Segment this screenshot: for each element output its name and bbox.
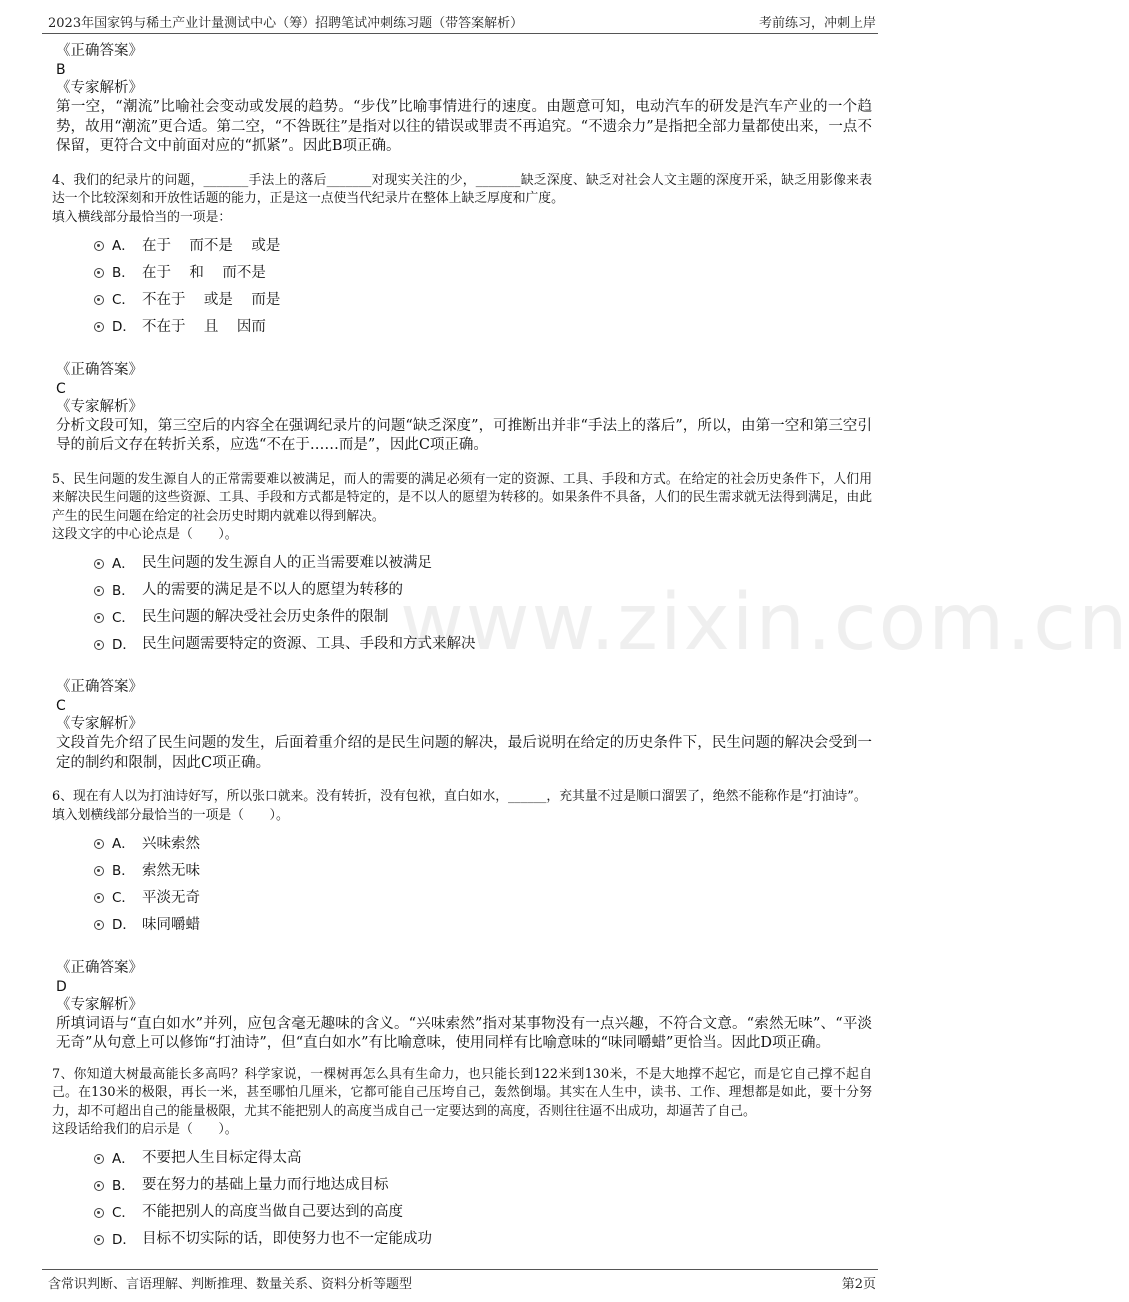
answer-block-q3 — [52, 42, 872, 157]
option-text: 不在于 或是 而是 — [142, 291, 281, 308]
correct-answer-label: 《正确答案》 — [56, 959, 143, 976]
option-text: 不能把别人的高度当做自己要达到的高度 — [142, 1204, 403, 1220]
radio-icon[interactable] — [94, 268, 104, 278]
page-number: 第2页 — [841, 1277, 876, 1292]
expert-analysis-label: 《专家解析》 — [56, 80, 143, 96]
option-b[interactable] — [94, 856, 872, 883]
option-text: 兴味索然 — [142, 835, 200, 852]
correct-answer-label: 《正确答案》 — [56, 679, 143, 695]
radio-icon[interactable] — [94, 295, 104, 305]
option-letter: A． — [112, 836, 135, 852]
option-text: 在于 而不是 或是 — [142, 237, 281, 254]
option-d[interactable] — [94, 629, 872, 656]
expert-analysis-text: 文段首先介绍了民生问题的发生，后面着重介绍的是民生问题的解决，最后说明在给定的历史条件下，民生问题的解决会受到一定的制约和限制，因此C项正确。 — [56, 735, 872, 771]
header-divider — [42, 33, 878, 34]
option-letter: B． — [112, 582, 135, 599]
question-6 — [52, 788, 872, 1054]
option-a[interactable] — [94, 548, 872, 575]
question-stem: 5、民生问题的发生源自人的正常需要难以被满足，而人的需要的满足必须有一定的资源、工具、手段和方式。在给定的社会历史条件下，人们用来解决民生问题的这些资源、工具、手段和方式都是特定的，是不以人的愿望为转移的。如果条件不具备，人们的民生需求就无法得到满足，由此产生的民生问题在给定的社会历史时期内就难以得到解决。 — [52, 471, 872, 524]
radio-icon[interactable] — [94, 559, 104, 569]
option-b[interactable] — [94, 1170, 872, 1197]
option-letter: C． — [112, 609, 135, 626]
option-letter: C． — [112, 292, 135, 308]
question-stem: 6、现在有人以为打油诗好写，所以张口就来。没有转折，没有包袱，直白如水，______，充其量不过是顺口溜罢了，绝然不能称作是“打油诗”。 — [52, 789, 867, 804]
option-list — [94, 829, 872, 937]
correct-answer-value: C — [56, 698, 66, 714]
radio-icon[interactable] — [94, 839, 104, 849]
question-stem: 7、你知道大树最高能长多高吗？科学家说，一棵树再怎么具有生命力，也只能长到122米到130米，不是大地撑不起它，而是它自己撑不起自己。在130米的极限，再长一米，甚至哪怕几厘米，它都可能自己压垮自己，轰然倒塌。其实在人生中，读书、工作、理想都是如此，要十分努力，却不可超出自己的能量极限，尤其不能把别人的高度当成自己一定要达到的高度，否则往往逼不出成功，却逼苦了自己。 — [52, 1066, 872, 1119]
question-prompt: 这段文字的中心论点是（ ）。 — [52, 527, 238, 542]
option-text: 民生问题的解决受社会历史条件的限制 — [142, 609, 389, 625]
option-text: 要在努力的基础上量力而行地达成目标 — [142, 1177, 389, 1193]
correct-answer-value: D — [56, 978, 67, 995]
correct-answer-value: C — [56, 380, 66, 397]
radio-icon[interactable] — [94, 613, 104, 623]
page-header — [0, 0, 920, 34]
option-c[interactable] — [94, 883, 872, 910]
option-text: 民生问题需要特定的资源、工具、手段和方式来解决 — [142, 636, 476, 652]
question-stem: 4、我们的纪录片的问题，_______手法上的落后_______对现实关注的少，_______缺乏深度、缺乏对社会人文主题的深度开采，缺乏用影像来表达一个比较深刻和开放性话题的能力，正是这一点使当代纪录片在整体上缺乏厚度和广度。 — [52, 172, 872, 206]
option-letter: A． — [112, 555, 135, 572]
radio-icon[interactable] — [94, 1208, 104, 1218]
option-letter: B． — [112, 1177, 135, 1194]
question-5 — [52, 471, 872, 774]
option-a[interactable] — [94, 829, 872, 856]
watermark: www.zixin.com.cn — [400, 578, 1129, 668]
question-7 — [52, 1066, 872, 1252]
option-text: 目标不切实际的话，即使努力也不一定能成功 — [142, 1231, 432, 1247]
expert-analysis-text: 所填词语与“直白如水”并列，应包含毫无趣味的含义。“兴味索然”指对某事物没有一点兴趣，不符合文意。“索然无味”、“平淡无奇”从句意上可以修饰“打油诗”，但“直白如水”有比喻意味，使用同样有比喻意味的“味同嚼蜡”更恰当。因此D项正确。 — [56, 1015, 872, 1051]
option-b[interactable] — [94, 575, 872, 602]
radio-icon[interactable] — [94, 241, 104, 251]
option-text: 味同嚼蜡 — [142, 916, 200, 933]
option-text: 不要把人生目标定得太高 — [142, 1150, 302, 1166]
header-slogan: 考前练习，冲刺上岸 — [758, 16, 876, 31]
option-text: 人的需要的满足是不以人的愿望为转移的 — [142, 582, 403, 598]
option-d[interactable] — [94, 1224, 872, 1251]
option-text: 平淡无奇 — [142, 889, 200, 906]
question-prompt: 填入横线部分最恰当的一项是： — [52, 209, 232, 225]
radio-icon[interactable] — [94, 1181, 104, 1191]
expert-analysis-label: 《专家解析》 — [56, 716, 143, 732]
option-letter: C． — [112, 890, 135, 906]
question-4 — [52, 172, 872, 456]
radio-icon[interactable] — [94, 866, 104, 876]
option-letter: C． — [112, 1204, 135, 1221]
option-c[interactable] — [94, 602, 872, 629]
radio-icon[interactable] — [94, 322, 104, 332]
expert-analysis-text: 第一空，“潮流”比喻社会变动或发展的趋势。“步伐”比喻事情进行的速度。由题意可知，电动汽车的研发是汽车产业的一个趋势，故用“潮流”更合适。第二空，“不咎既往”是指对以往的错误或罪责不再追究。“不遗余力”是指把全部力量都使出来，一点不保留，更符合文中前面对应的“抓紧”。因此B项正确。 — [56, 99, 872, 154]
option-letter: D． — [112, 1231, 136, 1248]
option-letter: A． — [112, 1150, 135, 1167]
option-d[interactable] — [94, 910, 872, 937]
option-letter: D． — [112, 319, 136, 335]
option-text: 在于 和 而不是 — [142, 264, 266, 281]
option-c[interactable] — [94, 285, 872, 312]
correct-answer-label: 《正确答案》 — [56, 361, 143, 378]
option-text: 民生问题的发生源自人的正当需要难以被满足 — [142, 555, 432, 571]
option-b[interactable] — [94, 258, 872, 285]
correct-answer-label: 《正确答案》 — [56, 43, 143, 59]
option-c[interactable] — [94, 1197, 872, 1224]
option-list — [94, 231, 872, 339]
document-title: 2023年国家钨与稀土产业计量测试中心（筹）招聘笔试冲刺练习题（带答案解析） — [48, 16, 524, 31]
option-text: 不在于 且 因而 — [142, 318, 266, 335]
option-letter: A． — [112, 238, 135, 254]
question-prompt: 这段话给我们的启示是（ ）。 — [52, 1122, 238, 1137]
footer-divider — [42, 1269, 878, 1270]
radio-icon[interactable] — [94, 1154, 104, 1164]
page-footer — [0, 1262, 920, 1302]
option-letter: D． — [112, 636, 136, 653]
option-letter: B． — [112, 863, 135, 879]
option-list — [94, 1143, 872, 1251]
radio-icon[interactable] — [94, 1235, 104, 1245]
radio-icon[interactable] — [94, 586, 104, 596]
expert-analysis-label: 《专家解析》 — [56, 996, 143, 1013]
option-a[interactable] — [94, 1143, 872, 1170]
main-content — [52, 42, 872, 1251]
correct-answer-value: B — [56, 62, 66, 78]
expert-analysis-text: 分析文段可知，第三空后的内容全在强调纪录片的问题“缺乏深度”，可推断出并非“手法上的落后”，所以，由第一空和第三空引导的前后文存在转折关系，应选“不在于……而是”，因此C项正确。 — [56, 417, 872, 453]
radio-icon[interactable] — [94, 640, 104, 650]
radio-icon[interactable] — [94, 893, 104, 903]
footer-description: 含常识判断、言语理解、判断推理、数量关系、资料分析等题型 — [48, 1277, 413, 1292]
option-list — [94, 548, 872, 656]
expert-analysis-label: 《专家解析》 — [56, 398, 143, 415]
question-prompt: 填入划横线部分最恰当的一项是（ ）。 — [52, 807, 289, 823]
radio-icon[interactable] — [94, 920, 104, 930]
option-text: 索然无味 — [142, 862, 200, 879]
option-letter: B． — [112, 265, 135, 281]
option-letter: D． — [112, 917, 136, 933]
option-d[interactable] — [94, 312, 872, 339]
option-a[interactable] — [94, 231, 872, 258]
